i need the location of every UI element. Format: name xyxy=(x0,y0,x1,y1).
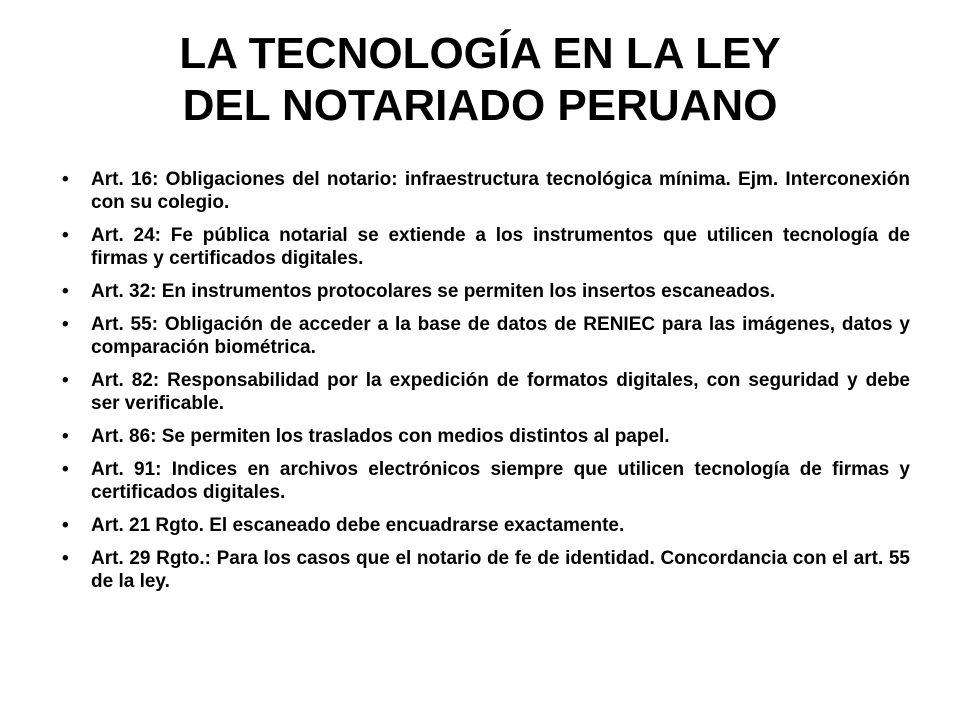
bullet-icon: • xyxy=(62,225,69,246)
bullet-text: Art. 91: Indices en archivos electrónicos siempre que utilicen tecnología de firmas y certificados digitales. xyxy=(91,459,910,503)
bullet-item-art-21-rgto xyxy=(62,514,910,537)
bullet-item-art-86 xyxy=(62,425,910,448)
slide-title-line-2: DEL NOTARIADO PERUANO xyxy=(182,81,778,130)
bullet-item-art-91 xyxy=(62,458,910,504)
bullet-text: Art. 24: Fe pública notarial se extiende a los instrumentos que utilicen tecnología de firmas y certificados digitales. xyxy=(91,225,910,269)
bullet-item-art-55 xyxy=(62,313,910,359)
bullet-icon: • xyxy=(62,281,69,302)
bullet-item-art-82 xyxy=(62,369,910,415)
bullet-text: Art. 29 Rgto.: Para los casos que el notario de fe de identidad. Concordancia con el art. 55 de la ley. xyxy=(91,548,910,592)
bullet-icon: • xyxy=(62,370,69,391)
bullet-icon: • xyxy=(62,426,69,447)
bullet-text: Art. 21 Rgto. El escaneado debe encuadrarse exactamente. xyxy=(91,515,625,536)
bullet-icon: • xyxy=(62,314,69,335)
bullet-item-art-16 xyxy=(62,168,910,214)
bullet-item-art-29-rgto xyxy=(62,547,910,593)
bullet-text: Art. 82: Responsabilidad por la expedición de formatos digitales, con seguridad y debe ser verificable. xyxy=(91,370,910,414)
bullet-text: Art. 16: Obligaciones del notario: infraestructura tecnológica mínima. Ejm. Interconexión con su colegio. xyxy=(91,169,910,213)
bullet-icon: • xyxy=(62,459,69,480)
bullet-item-art-24 xyxy=(62,224,910,270)
bullet-text: Art. 32: En instrumentos protocolares se permiten los insertos escaneados. xyxy=(91,281,776,302)
bullet-icon: • xyxy=(62,548,69,569)
bullet-list xyxy=(62,168,910,603)
bullet-icon: • xyxy=(62,169,69,190)
bullet-text: Art. 55: Obligación de acceder a la base de datos de RENIEC para las imágenes, datos y comparación biométrica. xyxy=(91,314,910,358)
bullet-icon: • xyxy=(62,515,69,536)
bullet-text: Art. 86: Se permiten los traslados con medios distintos al papel. xyxy=(91,426,670,447)
slide-title xyxy=(40,28,920,132)
slide-title-line-1: LA TECNOLOGÍA EN LA LEY xyxy=(179,29,781,78)
bullet-item-art-32 xyxy=(62,280,910,303)
